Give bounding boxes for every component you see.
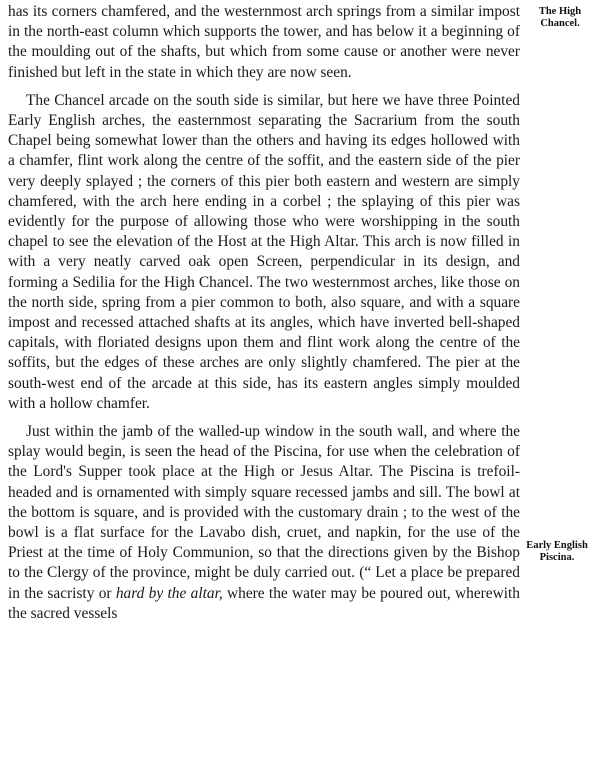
italic-phrase: hard by the altar, (115, 584, 223, 602)
body-text (8, 2, 520, 624)
marginal-note-high-chancel: The High Chancel. (538, 6, 582, 29)
paragraph-chancel-arcade: The Chancel arcade on the south side is similar, but here we have three Pointed Early English arches, the easternmost separating the Sacrarium from the south Chapel being somewhat lower than the others and having its edges hollowed with a chamfer, flint work along the centre of the soffit, and the eastern side of the pier very deeply splayed ; the corners of this pier both eastern and western are simply chamfered, with the arch here ending in a corbel ; the splaying of this pier was evidently for the purpose of allowing those who were worshipping in the south chapel to see the elevation of the Host at the High Altar. This arch is now filled in with a very neatly carved oak open Screen, perpendicular in its design, and forming a Sedilia for the High Chancel. The two westernmost arches, like those on the north side, spring from a pier common to both, also square, and with a square impost and recessed attached shafts at its angles, which have inverted bell-shaped capitals, with floriated designs upon them and flint work along the centre of the soffits, but the edges of these arches are only slightly chamfered. The pier at the south-west end of the arcade at this side, has its eastern angles simply moulded with a hollow chamfer. (8, 91, 520, 412)
marginal-note-early-english-piscina: Early English Piscina. (526, 540, 588, 563)
paragraph-piscina-text-end: where the water may be poured out, wherewith the sacred vessels (8, 584, 520, 622)
paragraph-piscina-text: Just within the jamb of the walled-up window in the south wall, and where the splay would begin, is seen the head of the Piscina, for use when the celebration of the Lord's Supper took place at the High or Jesus Altar. The Piscina is trefoil-headed and is ornamented with simply square recessed jambs and sill. The bowl at the bottom is square, and is provided with the customary drain ; to the west of the bowl is a flat surface for the Lavabo dish, cruet, and napkin, for the use of the Priest at the time of Holy Communion, so that the directions given by the Bishop to the Clergy of the province, might be duly carried out. (“ Let a place be prepared in the sacristy or (8, 423, 520, 602)
paragraph-continued: has its corners chamfered, and the westernmost arch springs from a similar impost in the north-east column which supports the tower, and has below it a beginning of the moulding out of the shafts, but which from some cause or another were never finished but left in the state in which they are now seen. (8, 3, 520, 81)
paragraph-piscina (8, 422, 520, 624)
